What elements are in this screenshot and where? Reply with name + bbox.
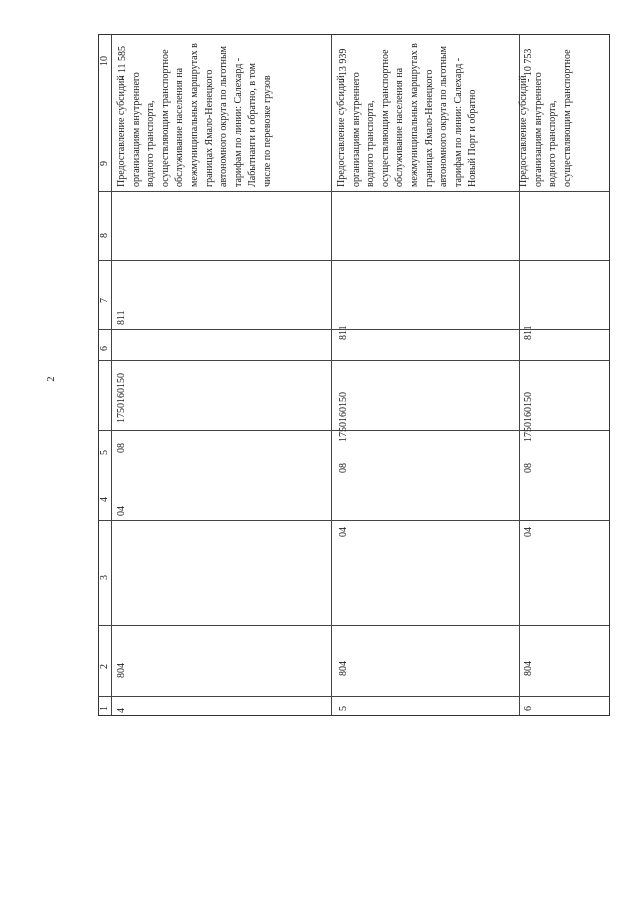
header-col-9: 9 — [99, 161, 110, 166]
header-separator — [111, 35, 112, 715]
column-separator — [99, 360, 609, 361]
expense-type-cell: 811 — [116, 310, 127, 325]
section-cell: 04 — [116, 506, 127, 516]
header-col-7: 7 — [99, 298, 110, 303]
row-number-cell: 6 — [523, 706, 534, 711]
amount-cell: - 11 585 — [117, 46, 128, 79]
row-separator — [331, 35, 332, 715]
section-cell: 04 — [523, 527, 534, 537]
page-number: 2 — [46, 376, 57, 382]
column-separator — [99, 625, 609, 626]
rotated-budget-table — [98, 34, 610, 716]
section-cell: 04 — [338, 527, 349, 537]
header-col-4: 4 — [99, 497, 110, 502]
code-cell: 804 — [338, 661, 349, 676]
code-cell: 804 — [116, 663, 127, 678]
header-col-8: 8 — [99, 233, 110, 238]
row-number-cell: 4 — [116, 708, 127, 713]
subsection-cell: 08 — [523, 463, 534, 473]
row-number-cell: 5 — [338, 706, 349, 711]
target-article-cell: 1750160150 — [523, 392, 534, 442]
column-separator — [99, 191, 609, 192]
expense-type-cell: 811 — [338, 325, 349, 340]
header-col-6: 6 — [99, 346, 110, 351]
target-article-cell: 1750160150 — [338, 392, 349, 442]
subsection-cell: 08 — [116, 443, 127, 453]
subsection-cell: 08 — [338, 463, 349, 473]
description-cell: Предоставление субсидий организациям внутреннего водного транспорта, осуществляющим транспортное обслуживание населения на межмуниципальных маршрутах в границах Ямало-Ненецкого автономного округа по льготным тарифам по линии: Салехард - Новый Порт и обратно — [336, 43, 479, 187]
amount-cell: - 13 939 — [338, 48, 349, 82]
column-separator — [99, 520, 609, 521]
header-col-10: 10 — [99, 56, 110, 66]
description-cell: Предоставление субсидий организациям внутреннего водного транспорта, осуществляющим транспортное обслуживание населения на межмуниципальных маршрутах в границах Ямало-Ненецкого автономного округа по льготным тарифам по линии: Салехард - Лабытнанги и обратно, в том числе по перевозке грузов — [116, 43, 273, 187]
column-separator — [99, 696, 609, 697]
amount-cell: - 10 753 — [523, 48, 534, 82]
target-article-cell: 1750160150 — [116, 373, 127, 423]
header-col-3: 3 — [99, 575, 110, 580]
code-cell: 804 — [523, 661, 534, 676]
header-col-2: 2 — [99, 664, 110, 669]
description-cell: Предоставление субсидий организациям внутреннего водного транспорта, осуществляющим транспортное — [518, 49, 573, 187]
header-col-5: 5 — [99, 450, 110, 455]
column-separator — [99, 260, 609, 261]
expense-type-cell: 811 — [523, 325, 534, 340]
header-col-1: 1 — [99, 706, 110, 711]
